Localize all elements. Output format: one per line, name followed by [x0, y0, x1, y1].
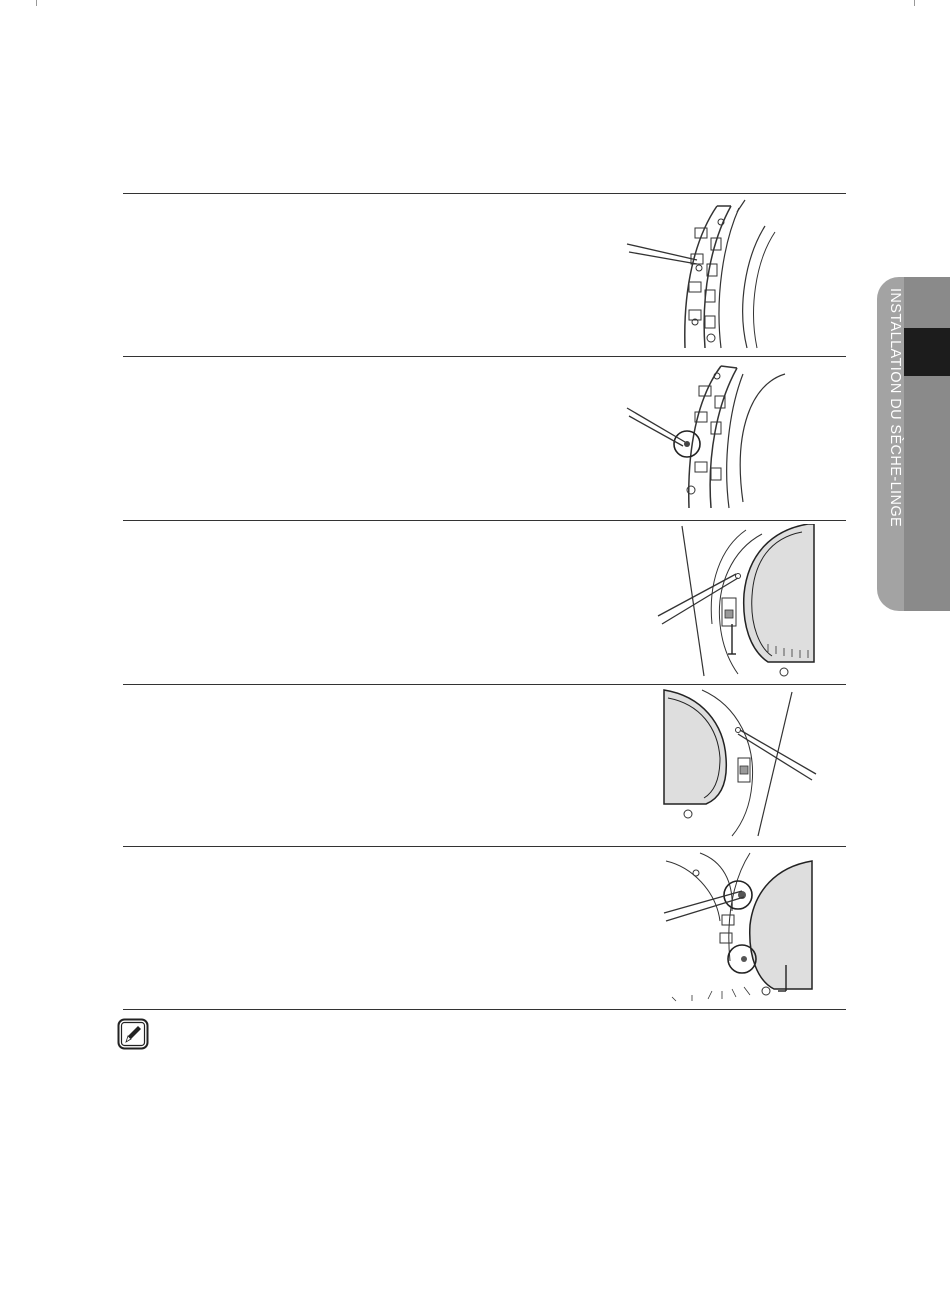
- hinge-bracket-circled-screw-figure: [625, 362, 805, 514]
- side-tab-marker: [904, 328, 950, 376]
- side-tab-label: INSTALLATION DU SÈCHE-LINGE: [887, 288, 903, 528]
- crop-mark-right: [914, 0, 915, 6]
- section-rule: [123, 1009, 846, 1010]
- section-rule: [123, 520, 846, 521]
- section-rule: [123, 846, 846, 847]
- hinge-bracket-screw-figure: [625, 198, 805, 350]
- section-rule: [123, 356, 846, 357]
- door-opening-circled-screws-figure: [662, 851, 818, 1003]
- door-opening-left-screw-figure: [652, 524, 818, 680]
- note-pencil-icon: [117, 1018, 149, 1050]
- crop-mark-left: [36, 0, 37, 6]
- door-opening-right-screw-figure: [662, 688, 818, 840]
- section-rule: [123, 684, 846, 685]
- section-rule: [123, 193, 846, 194]
